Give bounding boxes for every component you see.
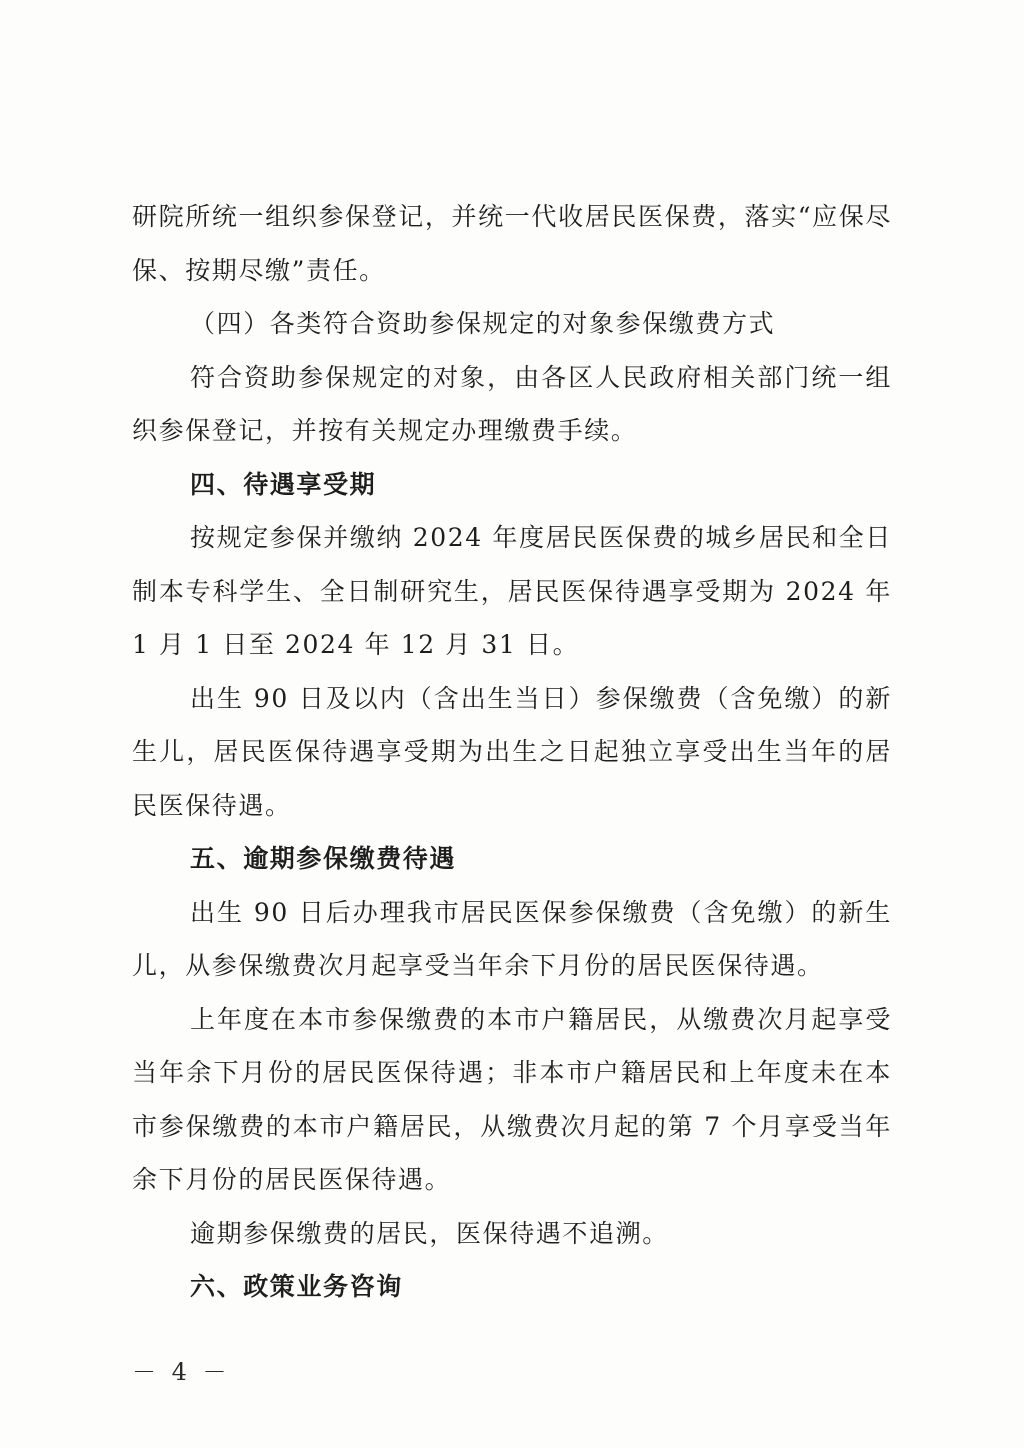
- subsection-heading-4: （四）各类符合资助参保规定的对象参保缴费方式: [190, 309, 776, 338]
- paragraph-continuation: 研院所统一组织参保登记，并统一代收居民医保费，落实“应保尽保、按期尽缴”责任。: [132, 202, 892, 285]
- document-body: [132, 190, 892, 1314]
- paragraph-residents-overdue: 上年度在本市参保缴费的本市户籍居民，从缴费次月起享受当年余下月份的居民医保待遇；非本市户籍居民和上年度未在本市参保缴费的本市户籍居民，从缴费次月起的第 7 个月享受当年余下月份的居民医保待遇。: [132, 1004, 892, 1194]
- paragraph-newborn-overdue: 出生 90 日后办理我市居民医保参保缴费（含免缴）的新生儿，从参保缴费次月起享受当年余下月份的居民医保待遇。: [132, 897, 892, 980]
- section-heading-consultation: 六、政策业务咨询: [190, 1272, 403, 1301]
- section-heading-overdue: 五、逾期参保缴费待遇: [190, 844, 457, 873]
- paragraph-benefit-period: 按规定参保并缴纳 2024 年度居民医保费的城乡居民和全日制本专科学生、全日制研究生，居民医保待遇享受期为 2024 年 1 月 1 日至 2024 年 12 月 31 日。: [132, 523, 892, 659]
- page-number: － 4 －: [132, 1358, 231, 1386]
- paragraph-no-retroactive: 逾期参保缴费的居民，医保待遇不追溯。: [190, 1218, 669, 1248]
- section-heading-benefit-period: 四、待遇享受期: [190, 469, 377, 499]
- paragraph-newborn-benefit: 出生 90 日及以内（含出生当日）参保缴费（含免缴）的新生儿，居民医保待遇享受期为出生之日起独立享受出生当年的居民医保待遇。: [132, 683, 892, 820]
- paragraph-subsidy-objects: 符合资助参保规定的对象，由各区人民政府相关部门统一组织参保登记，并按有关规定办理缴费手续。: [132, 362, 892, 445]
